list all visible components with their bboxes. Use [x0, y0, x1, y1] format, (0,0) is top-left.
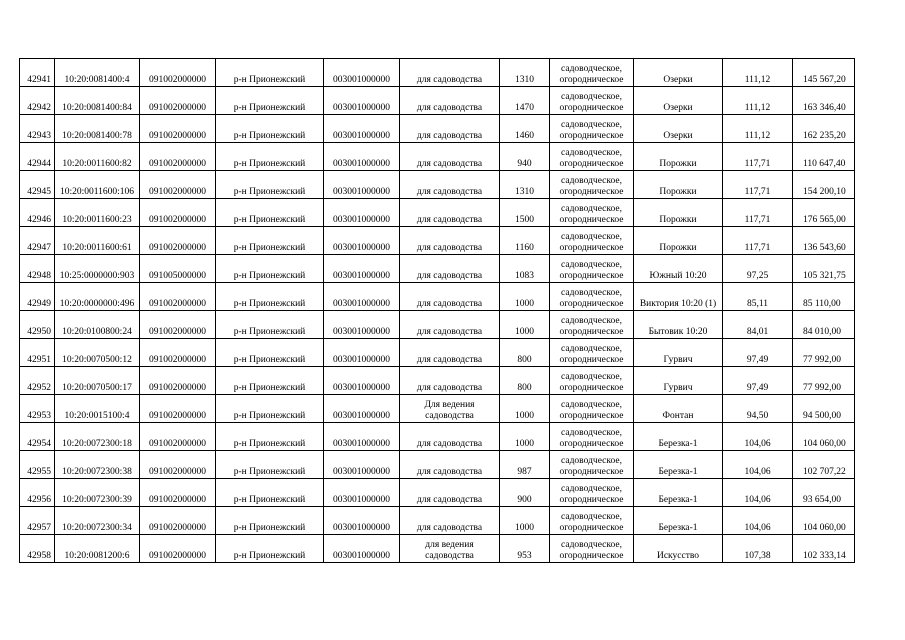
- district-cell: р-н Прионежский: [216, 283, 324, 311]
- district-cell: р-н Прионежский: [216, 507, 324, 535]
- unit-price-cell: 107,38: [723, 535, 793, 563]
- area-cell: 1470: [500, 87, 550, 115]
- table-body: [20, 59, 855, 563]
- table-row: [20, 367, 855, 395]
- unit-price-cell: 117,71: [723, 227, 793, 255]
- row-number-cell: 42955: [20, 451, 55, 479]
- unit-price-cell: 84,01: [723, 311, 793, 339]
- permitted-use-cell: для садоводства: [400, 171, 500, 199]
- cadastral-value-cell: 77 992,00: [793, 339, 855, 367]
- okato-code-cell: 091002000000: [140, 367, 216, 395]
- area-cell: 940: [500, 143, 550, 171]
- row-number-cell: 42942: [20, 87, 55, 115]
- settlement-cell: Фонтан: [634, 395, 723, 423]
- permitted-use-cell: для садоводства: [400, 479, 500, 507]
- area-cell: 987: [500, 451, 550, 479]
- land-use-type-cell: садоводческое, огородническое: [550, 283, 634, 311]
- unit-price-cell: 111,12: [723, 115, 793, 143]
- area-cell: 1310: [500, 171, 550, 199]
- cadastral-value-cell: 93 654,00: [793, 479, 855, 507]
- okato-code-cell: 091002000000: [140, 535, 216, 563]
- table-row: [20, 535, 855, 563]
- unit-price-cell: 104,06: [723, 451, 793, 479]
- settlement-cell: Бытовик 10:20: [634, 311, 723, 339]
- area-cell: 1000: [500, 423, 550, 451]
- land-use-type-cell: садоводческое, огородническое: [550, 479, 634, 507]
- settlement-cell: Озерки: [634, 59, 723, 87]
- settlement-cell: Порожки: [634, 143, 723, 171]
- land-use-type-cell: садоводческое, огородническое: [550, 507, 634, 535]
- district-cell: р-н Прионежский: [216, 339, 324, 367]
- table-row: [20, 451, 855, 479]
- permitted-use-cell: для садоводства: [400, 199, 500, 227]
- category-code-cell: 003001000000: [324, 479, 400, 507]
- category-code-cell: 003001000000: [324, 311, 400, 339]
- permitted-use-cell: Для ведения садоводства: [400, 395, 500, 423]
- district-cell: р-н Прионежский: [216, 199, 324, 227]
- district-cell: р-н Прионежский: [216, 535, 324, 563]
- permitted-use-cell: для садоводства: [400, 283, 500, 311]
- settlement-cell: Виктория 10:20 (1): [634, 283, 723, 311]
- table-row: [20, 171, 855, 199]
- cadastral-number-cell: 10:20:0072300:38: [55, 451, 140, 479]
- unit-price-cell: 97,49: [723, 339, 793, 367]
- cadastral-number-cell: 10:20:0011600:61: [55, 227, 140, 255]
- permitted-use-cell: для садоводства: [400, 451, 500, 479]
- category-code-cell: 003001000000: [324, 87, 400, 115]
- land-use-type-cell: садоводческое, огородническое: [550, 199, 634, 227]
- table-row: [20, 395, 855, 423]
- cadastral-value-cell: 102 707,22: [793, 451, 855, 479]
- settlement-cell: Порожки: [634, 227, 723, 255]
- cadastral-value-cell: 162 235,20: [793, 115, 855, 143]
- category-code-cell: 003001000000: [324, 395, 400, 423]
- area-cell: 900: [500, 479, 550, 507]
- cadastral-number-cell: 10:20:0081400:4: [55, 59, 140, 87]
- unit-price-cell: 117,71: [723, 199, 793, 227]
- okato-code-cell: 091002000000: [140, 507, 216, 535]
- category-code-cell: 003001000000: [324, 143, 400, 171]
- cadastral-number-cell: 10:20:0070500:12: [55, 339, 140, 367]
- settlement-cell: Порожки: [634, 199, 723, 227]
- area-cell: 953: [500, 535, 550, 563]
- unit-price-cell: 94,50: [723, 395, 793, 423]
- settlement-cell: Южный 10:20: [634, 255, 723, 283]
- settlement-cell: Березка-1: [634, 451, 723, 479]
- area-cell: 1460: [500, 115, 550, 143]
- cadastral-value-cell: 136 543,60: [793, 227, 855, 255]
- land-plots-table: [19, 58, 855, 563]
- cadastral-number-cell: 10:20:0011600:106: [55, 171, 140, 199]
- cadastral-value-cell: 105 321,75: [793, 255, 855, 283]
- category-code-cell: 003001000000: [324, 367, 400, 395]
- cadastral-number-cell: 10:20:0015100:4: [55, 395, 140, 423]
- row-number-cell: 42952: [20, 367, 55, 395]
- permitted-use-cell: для садоводства: [400, 87, 500, 115]
- table-row: [20, 115, 855, 143]
- okato-code-cell: 091002000000: [140, 115, 216, 143]
- unit-price-cell: 104,06: [723, 479, 793, 507]
- unit-price-cell: 117,71: [723, 171, 793, 199]
- okato-code-cell: 091002000000: [140, 59, 216, 87]
- land-use-type-cell: садоводческое, огородническое: [550, 115, 634, 143]
- cadastral-value-cell: 110 647,40: [793, 143, 855, 171]
- table-row: [20, 199, 855, 227]
- okato-code-cell: 091002000000: [140, 479, 216, 507]
- cadastral-number-cell: 10:20:0011600:23: [55, 199, 140, 227]
- table-row: [20, 479, 855, 507]
- land-use-type-cell: садоводческое, огородническое: [550, 535, 634, 563]
- category-code-cell: 003001000000: [324, 283, 400, 311]
- settlement-cell: Гурвич: [634, 339, 723, 367]
- table-row: [20, 507, 855, 535]
- okato-code-cell: 091005000000: [140, 255, 216, 283]
- unit-price-cell: 104,06: [723, 507, 793, 535]
- category-code-cell: 003001000000: [324, 227, 400, 255]
- table-row: [20, 255, 855, 283]
- area-cell: 1083: [500, 255, 550, 283]
- table-row: [20, 87, 855, 115]
- district-cell: р-н Прионежский: [216, 367, 324, 395]
- row-number-cell: 42949: [20, 283, 55, 311]
- unit-price-cell: 85,11: [723, 283, 793, 311]
- cadastral-value-cell: 77 992,00: [793, 367, 855, 395]
- cadastral-number-cell: 10:20:0070500:17: [55, 367, 140, 395]
- okato-code-cell: 091002000000: [140, 227, 216, 255]
- unit-price-cell: 111,12: [723, 59, 793, 87]
- land-use-type-cell: садоводческое, огородническое: [550, 143, 634, 171]
- cadastral-value-cell: 163 346,40: [793, 87, 855, 115]
- permitted-use-cell: для садоводства: [400, 227, 500, 255]
- category-code-cell: 003001000000: [324, 339, 400, 367]
- cadastral-value-cell: 104 060,00: [793, 507, 855, 535]
- okato-code-cell: 091002000000: [140, 283, 216, 311]
- okato-code-cell: 091002000000: [140, 199, 216, 227]
- row-number-cell: 42947: [20, 227, 55, 255]
- permitted-use-cell: для ведения садоводства: [400, 535, 500, 563]
- district-cell: р-н Прионежский: [216, 451, 324, 479]
- land-use-type-cell: садоводческое, огородническое: [550, 227, 634, 255]
- cadastral-number-cell: 10:20:0011600:82: [55, 143, 140, 171]
- area-cell: 800: [500, 339, 550, 367]
- area-cell: 1000: [500, 283, 550, 311]
- table-row: [20, 59, 855, 87]
- table-row: [20, 423, 855, 451]
- permitted-use-cell: для садоводства: [400, 255, 500, 283]
- cadastral-value-cell: 84 010,00: [793, 311, 855, 339]
- settlement-cell: Озерки: [634, 87, 723, 115]
- area-cell: 1000: [500, 507, 550, 535]
- permitted-use-cell: для садоводства: [400, 143, 500, 171]
- land-use-type-cell: садоводческое, огородническое: [550, 171, 634, 199]
- cadastral-number-cell: 10:20:0081400:78: [55, 115, 140, 143]
- settlement-cell: Гурвич: [634, 367, 723, 395]
- cadastral-value-cell: 102 333,14: [793, 535, 855, 563]
- okato-code-cell: 091002000000: [140, 423, 216, 451]
- cadastral-value-cell: 145 567,20: [793, 59, 855, 87]
- cadastral-number-cell: 10:20:0072300:34: [55, 507, 140, 535]
- category-code-cell: 003001000000: [324, 115, 400, 143]
- land-use-type-cell: садоводческое, огородническое: [550, 451, 634, 479]
- row-number-cell: 42954: [20, 423, 55, 451]
- okato-code-cell: 091002000000: [140, 451, 216, 479]
- district-cell: р-н Прионежский: [216, 227, 324, 255]
- settlement-cell: Порожки: [634, 171, 723, 199]
- land-use-type-cell: садоводческое, огородническое: [550, 255, 634, 283]
- cadastral-number-cell: 10:20:0081200:6: [55, 535, 140, 563]
- row-number-cell: 42956: [20, 479, 55, 507]
- district-cell: р-н Прионежский: [216, 423, 324, 451]
- category-code-cell: 003001000000: [324, 535, 400, 563]
- table-row: [20, 227, 855, 255]
- district-cell: р-н Прионежский: [216, 479, 324, 507]
- cadastral-value-cell: 104 060,00: [793, 423, 855, 451]
- category-code-cell: 003001000000: [324, 171, 400, 199]
- permitted-use-cell: для садоводства: [400, 311, 500, 339]
- settlement-cell: Озерки: [634, 115, 723, 143]
- settlement-cell: Березка-1: [634, 423, 723, 451]
- row-number-cell: 42946: [20, 199, 55, 227]
- district-cell: р-н Прионежский: [216, 395, 324, 423]
- cadastral-number-cell: 10:25:0000000:903: [55, 255, 140, 283]
- land-use-type-cell: садоводческое, огородническое: [550, 395, 634, 423]
- settlement-cell: Березка-1: [634, 479, 723, 507]
- unit-price-cell: 111,12: [723, 87, 793, 115]
- category-code-cell: 003001000000: [324, 199, 400, 227]
- okato-code-cell: 091002000000: [140, 395, 216, 423]
- cadastral-number-cell: 10:20:0072300:39: [55, 479, 140, 507]
- permitted-use-cell: для садоводства: [400, 507, 500, 535]
- area-cell: 800: [500, 367, 550, 395]
- okato-code-cell: 091002000000: [140, 311, 216, 339]
- permitted-use-cell: для садоводства: [400, 423, 500, 451]
- table-row: [20, 339, 855, 367]
- area-cell: 1000: [500, 311, 550, 339]
- row-number-cell: 42948: [20, 255, 55, 283]
- okato-code-cell: 091002000000: [140, 143, 216, 171]
- district-cell: р-н Прионежский: [216, 143, 324, 171]
- category-code-cell: 003001000000: [324, 59, 400, 87]
- district-cell: р-н Прионежский: [216, 59, 324, 87]
- land-use-type-cell: садоводческое, огородническое: [550, 311, 634, 339]
- unit-price-cell: 97,25: [723, 255, 793, 283]
- row-number-cell: 42943: [20, 115, 55, 143]
- district-cell: р-н Прионежский: [216, 87, 324, 115]
- category-code-cell: 003001000000: [324, 451, 400, 479]
- category-code-cell: 003001000000: [324, 255, 400, 283]
- land-use-type-cell: садоводческое, огородническое: [550, 339, 634, 367]
- table-row: [20, 311, 855, 339]
- row-number-cell: 42957: [20, 507, 55, 535]
- row-number-cell: 42941: [20, 59, 55, 87]
- land-use-type-cell: садоводческое, огородническое: [550, 423, 634, 451]
- settlement-cell: Искусство: [634, 535, 723, 563]
- land-use-type-cell: садоводческое, огородническое: [550, 367, 634, 395]
- category-code-cell: 003001000000: [324, 507, 400, 535]
- table-row: [20, 283, 855, 311]
- okato-code-cell: 091002000000: [140, 339, 216, 367]
- permitted-use-cell: для садоводства: [400, 115, 500, 143]
- land-use-type-cell: садоводческое, огородническое: [550, 87, 634, 115]
- row-number-cell: 42945: [20, 171, 55, 199]
- row-number-cell: 42953: [20, 395, 55, 423]
- settlement-cell: Березка-1: [634, 507, 723, 535]
- row-number-cell: 42951: [20, 339, 55, 367]
- row-number-cell: 42958: [20, 535, 55, 563]
- okato-code-cell: 091002000000: [140, 87, 216, 115]
- permitted-use-cell: для садоводства: [400, 339, 500, 367]
- permitted-use-cell: для садоводства: [400, 59, 500, 87]
- cadastral-number-cell: 10:20:0081400:84: [55, 87, 140, 115]
- table-row: [20, 143, 855, 171]
- category-code-cell: 003001000000: [324, 423, 400, 451]
- cadastral-number-cell: 10:20:0000000:496: [55, 283, 140, 311]
- area-cell: 1160: [500, 227, 550, 255]
- row-number-cell: 42944: [20, 143, 55, 171]
- unit-price-cell: 104,06: [723, 423, 793, 451]
- area-cell: 1310: [500, 59, 550, 87]
- cadastral-number-cell: 10:20:0072300:18: [55, 423, 140, 451]
- cadastral-number-cell: 10:20:0100800:24: [55, 311, 140, 339]
- cadastral-value-cell: 154 200,10: [793, 171, 855, 199]
- cadastral-value-cell: 85 110,00: [793, 283, 855, 311]
- district-cell: р-н Прионежский: [216, 255, 324, 283]
- cadastral-value-cell: 176 565,00: [793, 199, 855, 227]
- land-use-type-cell: садоводческое, огородническое: [550, 59, 634, 87]
- unit-price-cell: 117,71: [723, 143, 793, 171]
- okato-code-cell: 091002000000: [140, 171, 216, 199]
- district-cell: р-н Прионежский: [216, 311, 324, 339]
- cadastral-value-cell: 94 500,00: [793, 395, 855, 423]
- unit-price-cell: 97,49: [723, 367, 793, 395]
- row-number-cell: 42950: [20, 311, 55, 339]
- area-cell: 1500: [500, 199, 550, 227]
- area-cell: 1000: [500, 395, 550, 423]
- permitted-use-cell: для садоводства: [400, 367, 500, 395]
- district-cell: р-н Прионежский: [216, 171, 324, 199]
- district-cell: р-н Прионежский: [216, 115, 324, 143]
